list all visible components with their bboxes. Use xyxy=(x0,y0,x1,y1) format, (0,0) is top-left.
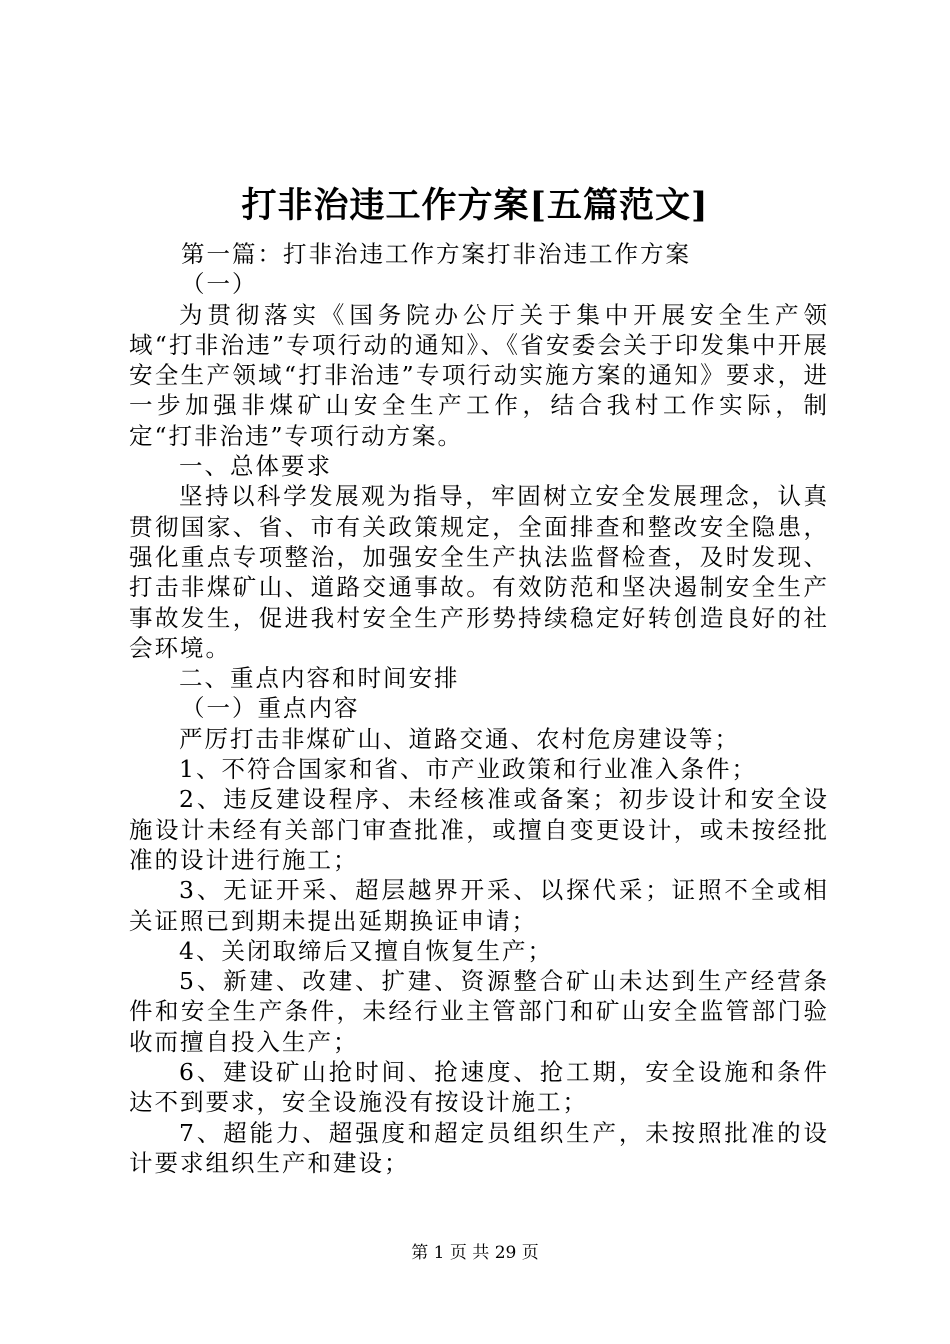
page-number: 第 1 页 共 29 页 xyxy=(411,1243,539,1263)
list-item: 4、关闭取缔后又擅自恢复生产； xyxy=(179,936,553,965)
general-requirements-paragraph: 坚持以科学发展观为指导，牢固树立安全发展理念，认真贯彻国家、省、市有关政策规定，全面排查和整改安全隐患，强化重点专项整治，加强安全生产执法监督检查，及时发现、打击非煤矿山、道路交通事故。有效防范和坚决遏制安全生产事故发生，促进我村安全生产形势持续稳定好转创造良好的社会环境。 xyxy=(129,482,829,662)
heading-general-requirements: 一、总体要求 xyxy=(179,452,332,481)
subheading-one: （一） xyxy=(181,270,258,299)
heading-key-content-schedule: 二、重点内容和时间安排 xyxy=(179,664,460,693)
list-item: 7、超能力、超强度和超定员组织生产，未按照批准的设计要求组织生产和建设； xyxy=(129,1118,829,1177)
document-title: 打非治违工作方案[五篇范文] xyxy=(241,185,709,226)
document-body xyxy=(129,239,829,1178)
list-item: 6、建设矿山抢时间、抢速度、抢工期，安全设施和条件达不到要求，安全设施没有按设计施工； xyxy=(129,1058,829,1117)
list-item: 1、不符合国家和省、市产业政策和行业准入条件； xyxy=(179,755,757,784)
list-item: 2、违反建设程序、未经核准或备案；初步设计和安全设施设计未经有关部门审查批准，或擅自变更设计，或未按经批准的设计进行施工； xyxy=(129,785,829,874)
intro-paragraph: 为贯彻落实《国务院办公厅关于集中开展安全生产领域“打非治违”专项行动的通知》、《省安委会关于印发集中开展安全生产领域“打非治违”专项行动实施方案的通知》要求，进一步加强非煤矿山安全生产工作，结合我村工作实际，制定“打非治违”专项行动方案。 xyxy=(129,300,829,450)
list-item: 3、无证开采、超层越界开采、以探代采；证照不全或相关证照已到期未提出延期换证申请； xyxy=(129,876,829,935)
key-content-intro: 严厉打击非煤矿山、道路交通、农村危房建设等； xyxy=(179,724,740,753)
list-item: 5、新建、改建、扩建、资源整合矿山未达到生产经营条件和安全生产条件，未经行业主管部门和矿山安全监管部门验收而擅自投入生产； xyxy=(129,967,829,1056)
section-heading-first: 第一篇：打非治违工作方案打非治违工作方案 xyxy=(181,240,691,268)
subheading-key-content: （一）重点内容 xyxy=(181,694,360,723)
